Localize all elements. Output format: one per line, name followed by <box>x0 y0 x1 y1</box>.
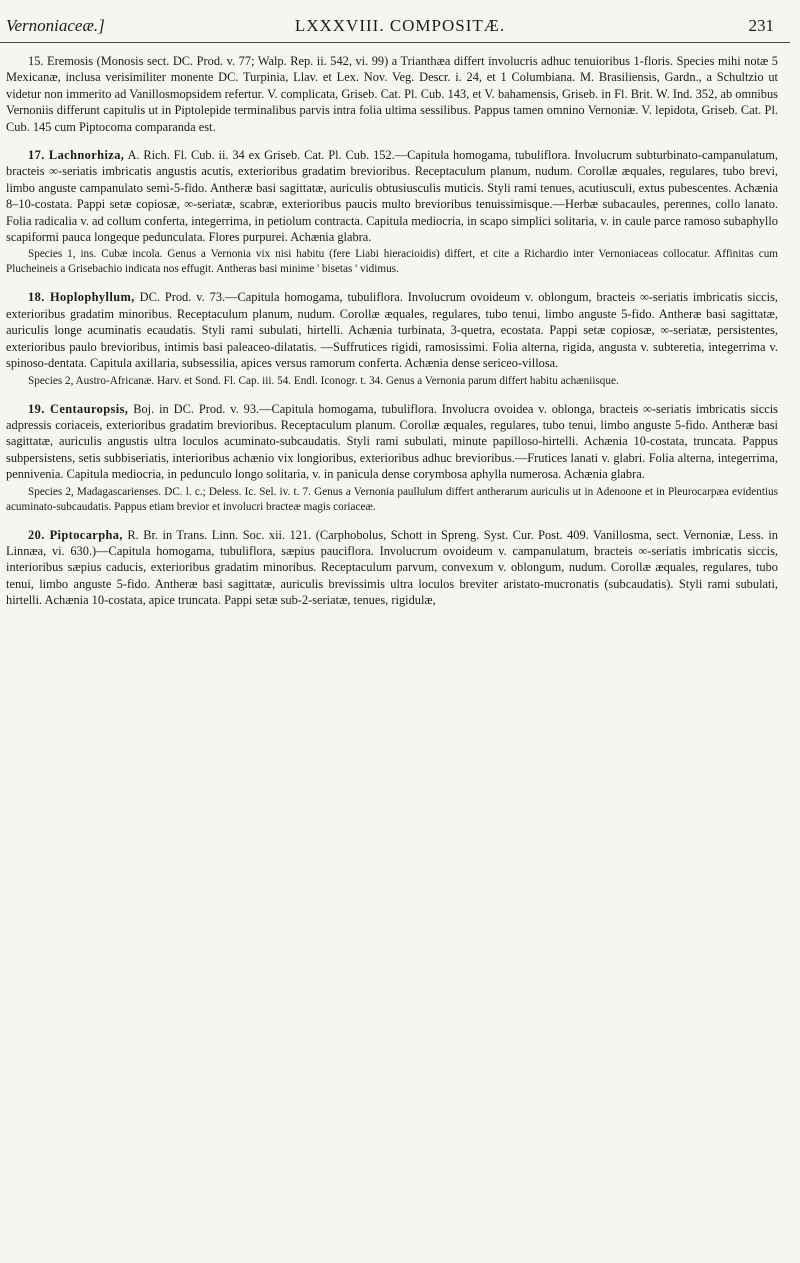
section-title: Vernoniaceæ.] <box>6 16 105 35</box>
entry-text: A. Rich. Fl. Cub. ii. 34 ex Griseb. Cat. Pl. Cub. 152.—Capitula homogama, tubuliflora. Involucrum subturbinato-campanulatum, bracteis ∞-seriatis imbricatis angustis acutis, exterioribus gradatim brevioribus. Receptaculum planum, nudum. Corollæ æquales, regulares, tubo brevi, limbo anguste campanulato semi-5-fido. Antheræ basi sagittatæ, auriculis obtusiusculis muticis. Styli rami tenues, acutiusculi, extus pubescentes. Achænia 8–10-costata. Pappi setæ copiosæ, ∞-seriatæ, scabræ, exterioribus paucis multo brevioribus tenuissimisque.—Herbæ subacaules, perennes, collo lanato. Folia radicalia v. ad collum conferta, integerrima, in petiolum contracta. Capitula mediocria, in scapo simplici solitaria, v. in caule parce ramoso subaphyllo scapiformi pauca longeque pedunculata. Flores purpurei. Achænia glabra. <box>6 148 778 245</box>
page-body <box>6 53 778 621</box>
entry-notes: Species 1, ins. Cubæ incola. Genus a Vernonia vix nisi habitu (fere Liabi hieracioidis) differt, et cite a Richardio inter Vernoniaceas collocatur. Affinitas cum Plucheineis a Grisebachio indicata nos effugit. Antheras basi minime ' bisetas ' vidimus. <box>6 248 778 276</box>
entry-description <box>6 527 778 609</box>
entry-notes: Species 2, Madagascarienses. DC. l. c.; Deless. Ic. Sel. iv. t. 7. Genus a Vernonia paullulum differt antherarum auriculis ut in Adenoone et in Pleurocarpæa evidentius acuminato-subcaudatis. Pappus etiam brevior et involucri bracteæ magis coriaceæ. <box>6 485 778 513</box>
entry-text: R. Br. in Trans. Linn. Soc. xii. 121. (Carphobolus, Schott in Spreng. Syst. Cur. Post. 409. Vanillosma, sect. Vernoniæ, Less. in Linnæa, vi. 630.)—Capitula homogama, tubuliflora, sæpius pauciflora. Involucrum ovoideum v. campanulatum, bracteis ∞-seriatis imbricatis siccis, interioribus sæpius caducis, exterioribus gradatim minoribus. Receptaculum parvum, convexum v. oblongum, nudum. Corollæ æquales, regulares, tubo tenui, limbo anguste 5-fido. Antheræ basi sagittatæ, auriculis brevissimis ultra loculos breviter aristato-mucronatis (subcaudatis). Styli rami subulati, hirtelli. Achænia 10-costata, apice truncata. Pappi setæ sub-2-seriatæ, tenues, rigidulæ, <box>6 527 779 608</box>
chapter-title: LXXXVIII. COMPOSITÆ. <box>294 16 506 35</box>
entry-description <box>6 289 778 371</box>
entry-description <box>6 147 778 245</box>
entry-text: 15. Eremosis (Monosis sect. DC. Prod. v. 77; Walp. Rep. ii. 542, vi. 99) a Trianthæa differt involucris adhuc tenuioribus 1-floris. Species mihi notæ 5 Mexicanæ, inclusa verisimiliter monente DC. Turpinia, Llav. et Lex. Nov. Veg. Descr. i. 24, et 1 Columbiana. M. Brasiliensis, Gardn., a Schultzio ut videtur non immerito ad Vanillosmopsidem refertur. V. complicata, Griseb. Cat. Pl. Cub. 143, et V. bahamensis, Griseb. in Fl. Brit. W. Ind. 352, ab omnibus Vernoniis differunt capitulis ut in Piptolepide terminalibus parvis intra folia ultima sessilibus. Pappus tamen omnino Vernoniæ. V. lepidota, Griseb. Cat. Pl. Cub. 145 cum Piptocoma comparanda est. <box>6 54 778 134</box>
entry-eremosis <box>6 53 778 135</box>
entry-notes: Species 2, Austro-Africanæ. Harv. et Sond. Fl. Cap. iii. 54. Endl. Iconogr. t. 34. Genus a Vernonia parum differt habitu achæniisque. <box>28 374 619 387</box>
entry-hoplophyllum <box>6 289 778 388</box>
genus-name: 17. Lachnorhiza, <box>28 148 125 163</box>
entry-text: DC. Prod. v. 73.—Capitula homogama, tubuliflora. Involucrum ovoideum v. oblongum, bracteis ∞-seriatis imbricatis siccis, exterioribus gradatim minoribus. Receptaculum planum, nudum. Corollæ æquales, regulares, tubo tenui, limbo anguste 5-fido. Antheræ basi sagittatæ, auriculis longe acuminatis ecaudatis. Styli rami subulati, hirtelli. Achænia turbinata, 3-quetra, ecostata. Pappi setæ copiosæ, ∞-seriatæ, persistentes, exterioribus paulo brevioribus, intimis basi paleaceo-dilatatis. —Suffrutices rigidi, ramosissimi. Folia alterna, rigida, angusta v. subteretia, integerrima v. spinoso-dentata. Capitula axillaria, subsessilia, apices versus ramorum conferta. Achænia dense sericeo-villosa. <box>6 290 779 371</box>
entry-lachnorhiza <box>6 147 778 277</box>
genus-name: 18. Hoplophyllum, <box>28 290 135 305</box>
running-head <box>0 16 800 38</box>
entry-description <box>6 401 778 483</box>
genus-name: 19. Centauropsis, <box>28 401 129 416</box>
header-rule <box>0 42 790 43</box>
page-number: 231 <box>748 16 774 35</box>
entry-piptocarpha <box>6 527 778 609</box>
genus-name: 20. Piptocarpha, <box>28 527 123 542</box>
entry-text: Boj. in DC. Prod. v. 93.—Capitula homogama, tubuliflora. Involucra ovoidea v. oblonga, bracteis ∞-seriatis imbricatis siccis adpressis coriaceis, exterioribus gradatim brevioribus. Receptaculum planum. Corollæ æquales, regulares, tubo tenui, limbo anguste 5-fido. Antheræ basi sagittatæ, auriculis angustis ultra loculos acuminato-subcaudatis. Styli rami subulati, minute papilloso-hirtelli. Achænia 10-costata, truncata. Pappus subpersistens, setis subbiseriatis, interioribus achænio vix longioribus, exterioribus adhuc brevioribus.—Frutices lanati v. glabri. Folia alterna, integerrima, pennivenia. Capitula mediocria, in pedunculo longo solitaria, v. in panicula dense corymbosa aphylla numerosa. Achænia glabra. <box>6 401 778 482</box>
entry-centauropsis <box>6 401 778 515</box>
entry-description <box>6 53 778 135</box>
